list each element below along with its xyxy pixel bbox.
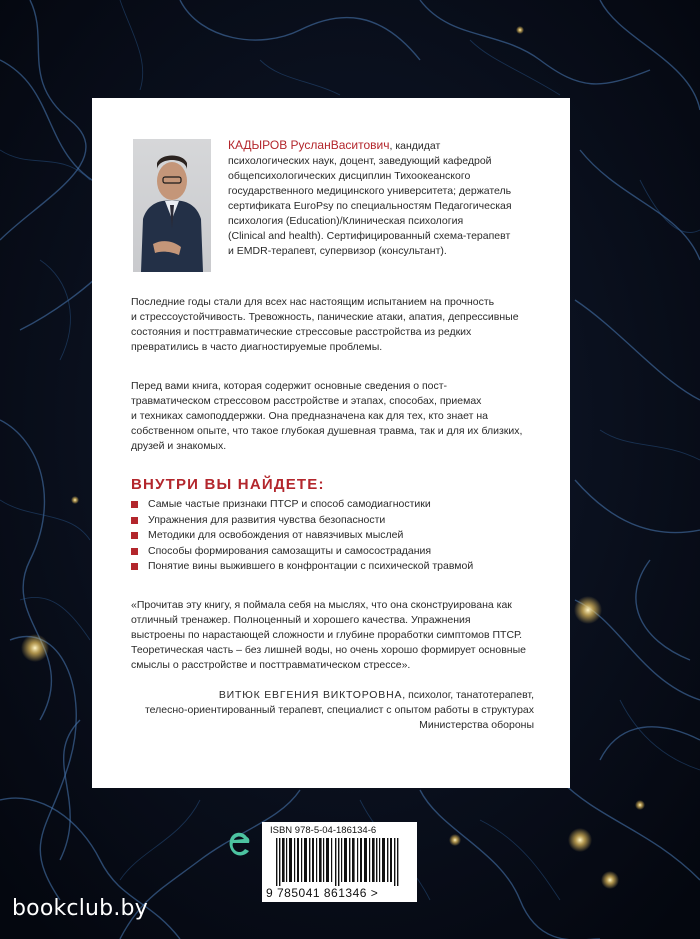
text-line: собственном опыте, что такое глубокая душевная травма, так и для их близких, xyxy=(131,425,523,437)
text-line: Последние годы стали для всех нас настоящим испытанием на прочность xyxy=(131,296,495,308)
text-line: друзей и знакомых. xyxy=(131,440,227,452)
intro-paragraph xyxy=(131,295,541,355)
author-name: КАДЫРОВ РусланВаситович xyxy=(228,138,390,152)
list-item xyxy=(131,513,473,529)
author-photo xyxy=(133,139,211,272)
text-line: состояния и посттравматические стрессовые расстройства из редких xyxy=(131,326,472,338)
text-line: смыслы о расстройстве и посттравматическом стрессе». xyxy=(131,659,411,671)
text-line: отличный тренажер. Полноценный и хорошего качества. Упражнения xyxy=(131,614,471,626)
site-watermark: bookclub.by xyxy=(12,896,148,921)
reviewer-line: , психолог, танатотерапевт, xyxy=(402,689,534,701)
list-item-text: Упражнения для развития чувства безопасности xyxy=(148,513,386,526)
author-bio xyxy=(228,138,558,259)
text-line: превратились в часто диагностируемые проблемы. xyxy=(131,341,383,353)
bullet-square-icon xyxy=(131,548,138,555)
list-item xyxy=(131,497,473,513)
list-item xyxy=(131,559,473,575)
inside-heading: ВНУТРИ ВЫ НАЙДЕТЕ: xyxy=(131,476,325,493)
bio-line: психология (Education)/Клиническая психология xyxy=(228,215,464,227)
bio-line: психологических наук, доцент, заведующий кафедрой xyxy=(228,155,492,167)
text-line: Перед вами книга, которая содержит основные сведения о пост- xyxy=(131,380,448,392)
text-line: Теоретическая часть – без лишней воды, но очень хорошо формирует основные xyxy=(131,644,526,656)
bullet-square-icon xyxy=(131,563,138,570)
list-item-text: Самые частые признаки ПТСР и способ самодиагностики xyxy=(148,498,431,510)
review-quote xyxy=(131,598,541,673)
bio-line: сертификата EuroPsy по специальностям Педагогическая xyxy=(228,200,512,212)
barcode-digits: 9 785041 861346 > xyxy=(266,886,379,900)
bio-line: общепсихологических дисциплин Тихоокеанского xyxy=(228,170,471,182)
book-description-paragraph xyxy=(131,379,541,454)
publisher-logo-icon xyxy=(226,828,252,858)
bio-line: и EMDR-терапевт, супервизор (консультант). xyxy=(228,245,447,257)
bullet-square-icon xyxy=(131,517,138,524)
list-item xyxy=(131,544,473,560)
bio-line: (Clinical and health). Сертифицированный схема-терапевт xyxy=(228,230,511,242)
text-line: и техниках самоподдержки. Она предназначена как для тех, кто знает на xyxy=(131,410,488,422)
bullet-square-icon xyxy=(131,501,138,508)
reviewer-signature xyxy=(114,688,534,733)
reviewer-line: Министерства обороны xyxy=(419,719,534,731)
barcode-icon xyxy=(276,838,404,886)
reviewer-name: ВИТЮК ЕВГЕНИЯ ВИКТОРОВНА xyxy=(218,689,403,701)
inside-list xyxy=(131,497,473,575)
isbn-text: ISBN 978-5-04-186134-6 xyxy=(270,825,377,836)
list-item-text: Способы формирования самозащиты и самосострадания xyxy=(148,544,432,557)
bio-line: , кандидат xyxy=(389,140,441,152)
list-item xyxy=(131,528,473,544)
barcode-block xyxy=(262,822,417,902)
text-line: травматическом стрессовом расстройстве и этапах, способах, приемах xyxy=(131,395,482,407)
list-item-text: Методики для освобождения от навязчивых мыслей xyxy=(148,529,404,542)
text-line: «Прочитав эту книгу, я поймала себя на мыслях, что она сконструирована как xyxy=(131,599,512,611)
list-item-text: Понятие вины выжившего в конфронтации с психической травмой xyxy=(148,560,474,573)
bio-line: государственного медицинского университета; держатель xyxy=(228,185,512,197)
bullet-square-icon xyxy=(131,532,138,539)
back-cover-text-panel xyxy=(92,98,570,788)
reviewer-line: телесно-ориентированный терапевт, специалист с опытом работы в структурах xyxy=(144,704,534,716)
text-line: выстроены по нарастающей сложности и глубине проработки симптомов ПТСР. xyxy=(131,629,522,641)
text-line: и стрессоустойчивость. Тревожность, панические атаки, апатия, депрессивные xyxy=(131,311,519,323)
